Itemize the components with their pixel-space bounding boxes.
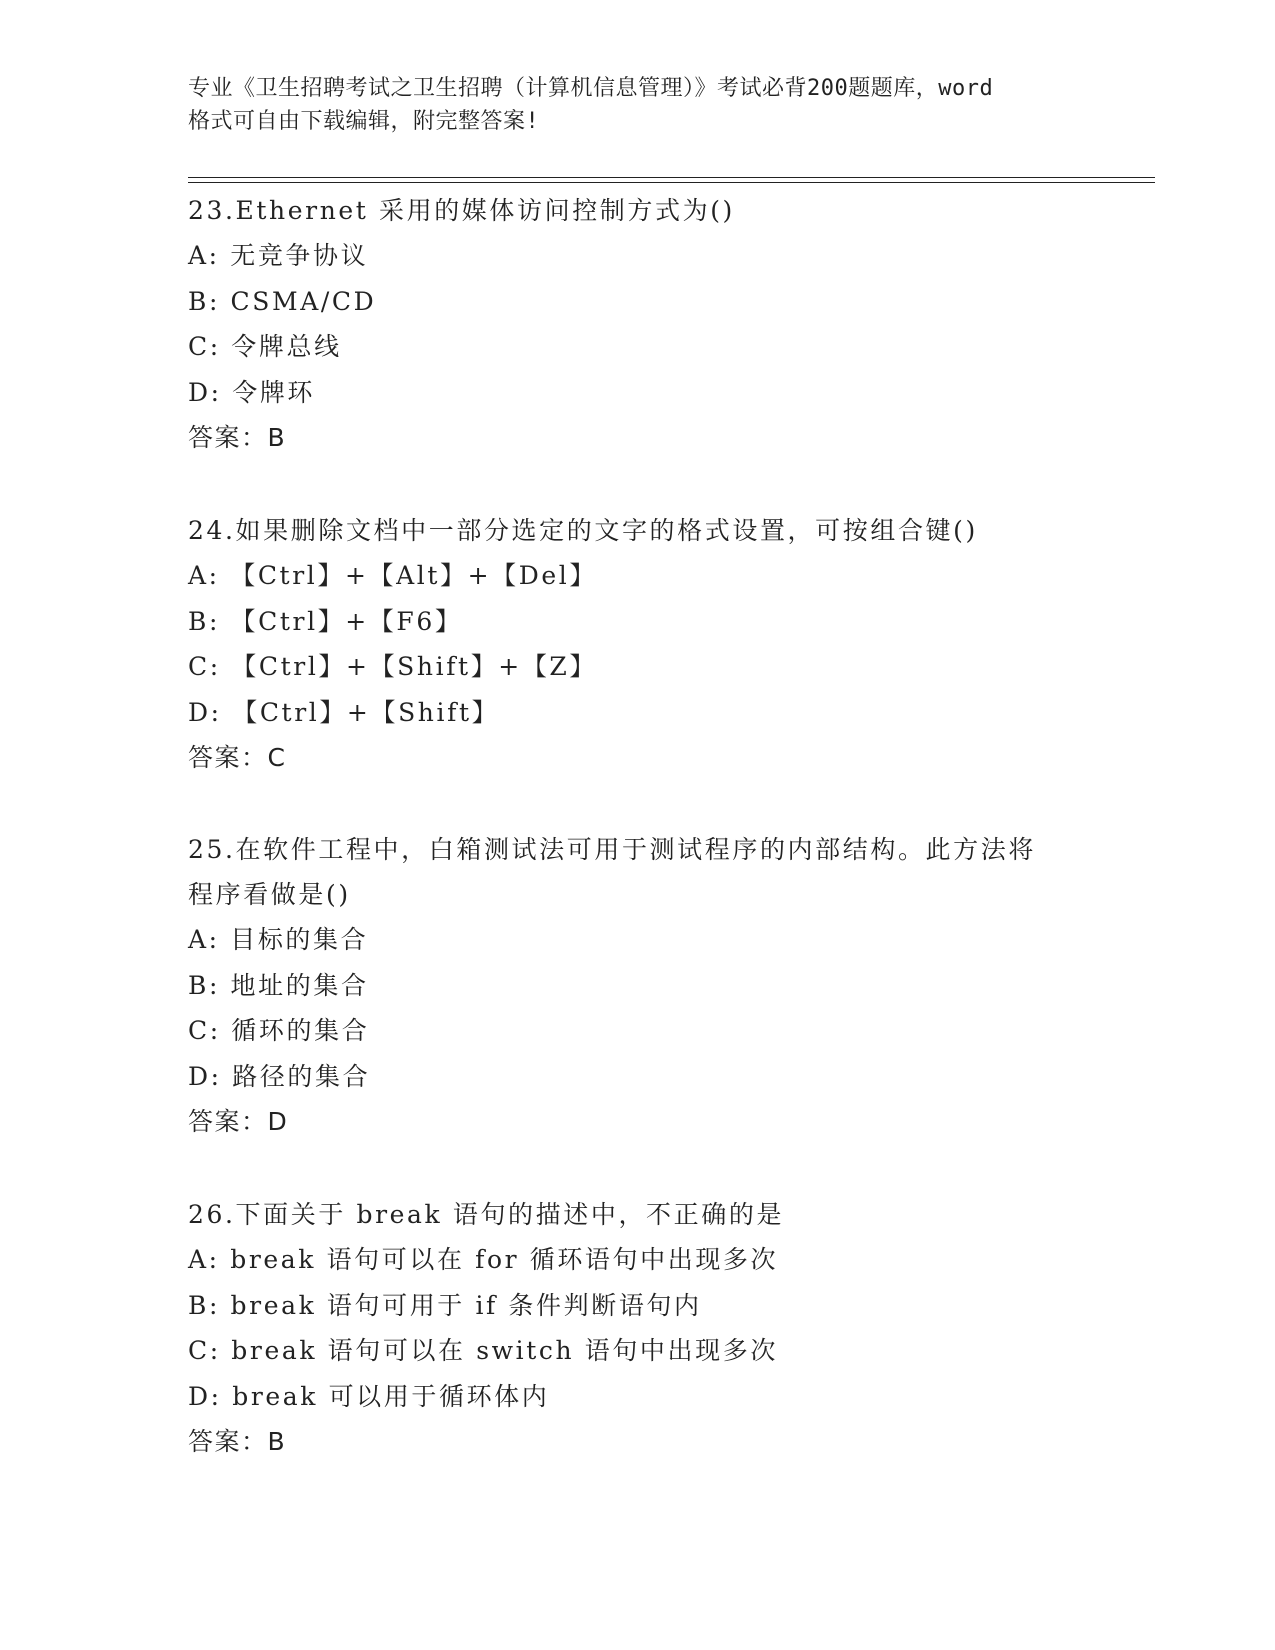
option-d: D: break 可以用于循环体内 [188,1381,550,1411]
header-line-1: 专业《卫生招聘考试之卫生招聘（计算机信息管理）》考试必背200题题库，word [188,76,994,101]
option-b: B: 地址的集合 [188,970,369,1000]
answer-line: 答案：B [188,423,287,452]
answer-line: 答案：B [188,1427,287,1456]
option-b: B: 【Ctrl】+【F6】 [188,606,463,636]
option-a: A: 目标的集合 [188,925,369,954]
answer-line: 答案：D [188,1107,289,1136]
option-a: A: break 语句可以在 for 循环语句中出现多次 [188,1245,779,1274]
header-divider-bottom [188,182,1155,183]
option-d: D: 【Ctrl】+【Shift】 [188,697,500,727]
question-text: 26.下面关于 break 语句的描述中，不正确的是 [188,1200,785,1229]
question-26 [188,1192,1088,1464]
option-c: C: 【Ctrl】+【Shift】+【Z】 [188,652,598,681]
option-b: B: break 语句可用于 if 条件判断语句内 [188,1290,702,1320]
question-text: 23.Ethernet 采用的媒体访问控制方式为() [188,196,735,225]
question-23 [188,188,1088,460]
question-25 [188,827,1088,1144]
option-a: A: 【Ctrl】+【Alt】+【Del】 [188,561,597,590]
document-header [188,72,1088,138]
option-c: C: break 语句可以在 switch 语句中出现多次 [188,1336,778,1365]
question-text: 25.在软件工程中，白箱测试法可用于测试程序的内部结构。此方法将 [188,835,1036,864]
option-b: B: CSMA/CD [188,286,377,316]
header-divider-top [188,177,1155,178]
option-a: A: 无竞争协议 [188,241,369,270]
option-c: C: 循环的集合 [188,1016,370,1045]
option-d: D: 路径的集合 [188,1061,371,1091]
header-line-2: 格式可自由下载编辑，附完整答案! [188,109,540,134]
question-text-continued: 程序看做是() [188,880,351,909]
answer-line: 答案：C [188,743,287,772]
question-24 [188,508,1088,780]
question-text: 24.如果删除文档中一部分选定的文字的格式设置，可按组合键() [188,516,978,545]
option-d: D: 令牌环 [188,377,316,407]
option-c: C: 令牌总线 [188,332,342,361]
